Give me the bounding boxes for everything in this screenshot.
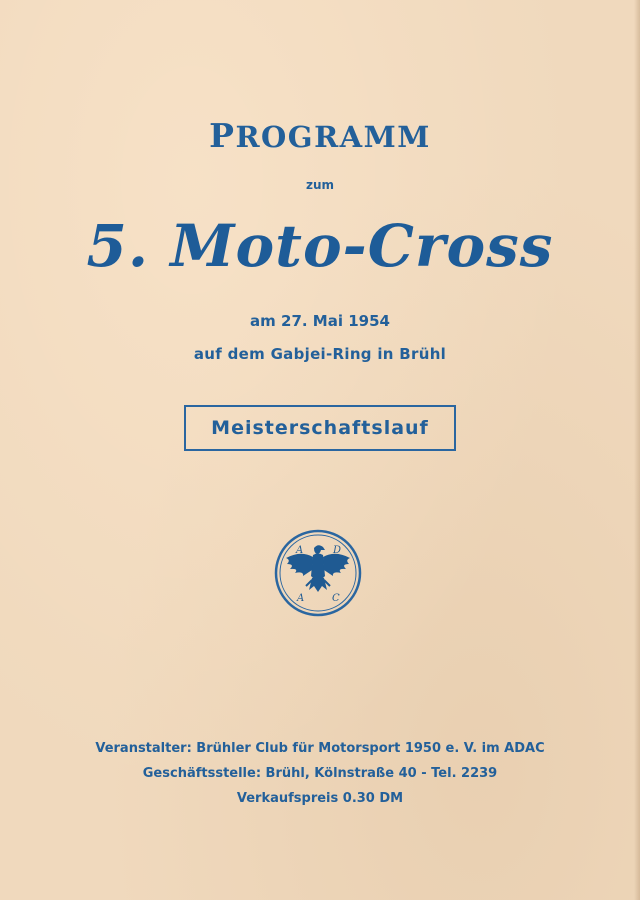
seal-letter-a-top: A [296,545,304,556]
seal-letter-a-bottom: A [297,593,305,604]
seal-letter-d: D [333,545,342,556]
adac-eagle-seal-icon [273,528,363,618]
event-venue: auf dem Gabjei-Ring in Brühl [193,345,447,363]
seal-letter-c: C [332,593,340,604]
program-title-rest: ROGRAMM [235,120,431,154]
subtitle-zum: zum [305,178,335,192]
footer-organizer: Veranstalter: Brühler Club für Motorsport 1950 e. V. im ADAC [95,741,545,756]
program-title [0,116,640,155]
event-date: am 27. Mai 1954 [250,312,390,330]
program-title-initial: P [209,116,236,155]
footer-office: Geschäftsstelle: Brühl, Kölnstraße 40 - Tel. 2239 [142,766,498,781]
championship-box-wrap [0,405,640,451]
championship-badge: Meisterschaftslauf [184,405,456,451]
footer-price: Verkaufspreis 0.30 DM [236,791,404,806]
event-headline: 5. Moto-Cross [86,212,554,280]
